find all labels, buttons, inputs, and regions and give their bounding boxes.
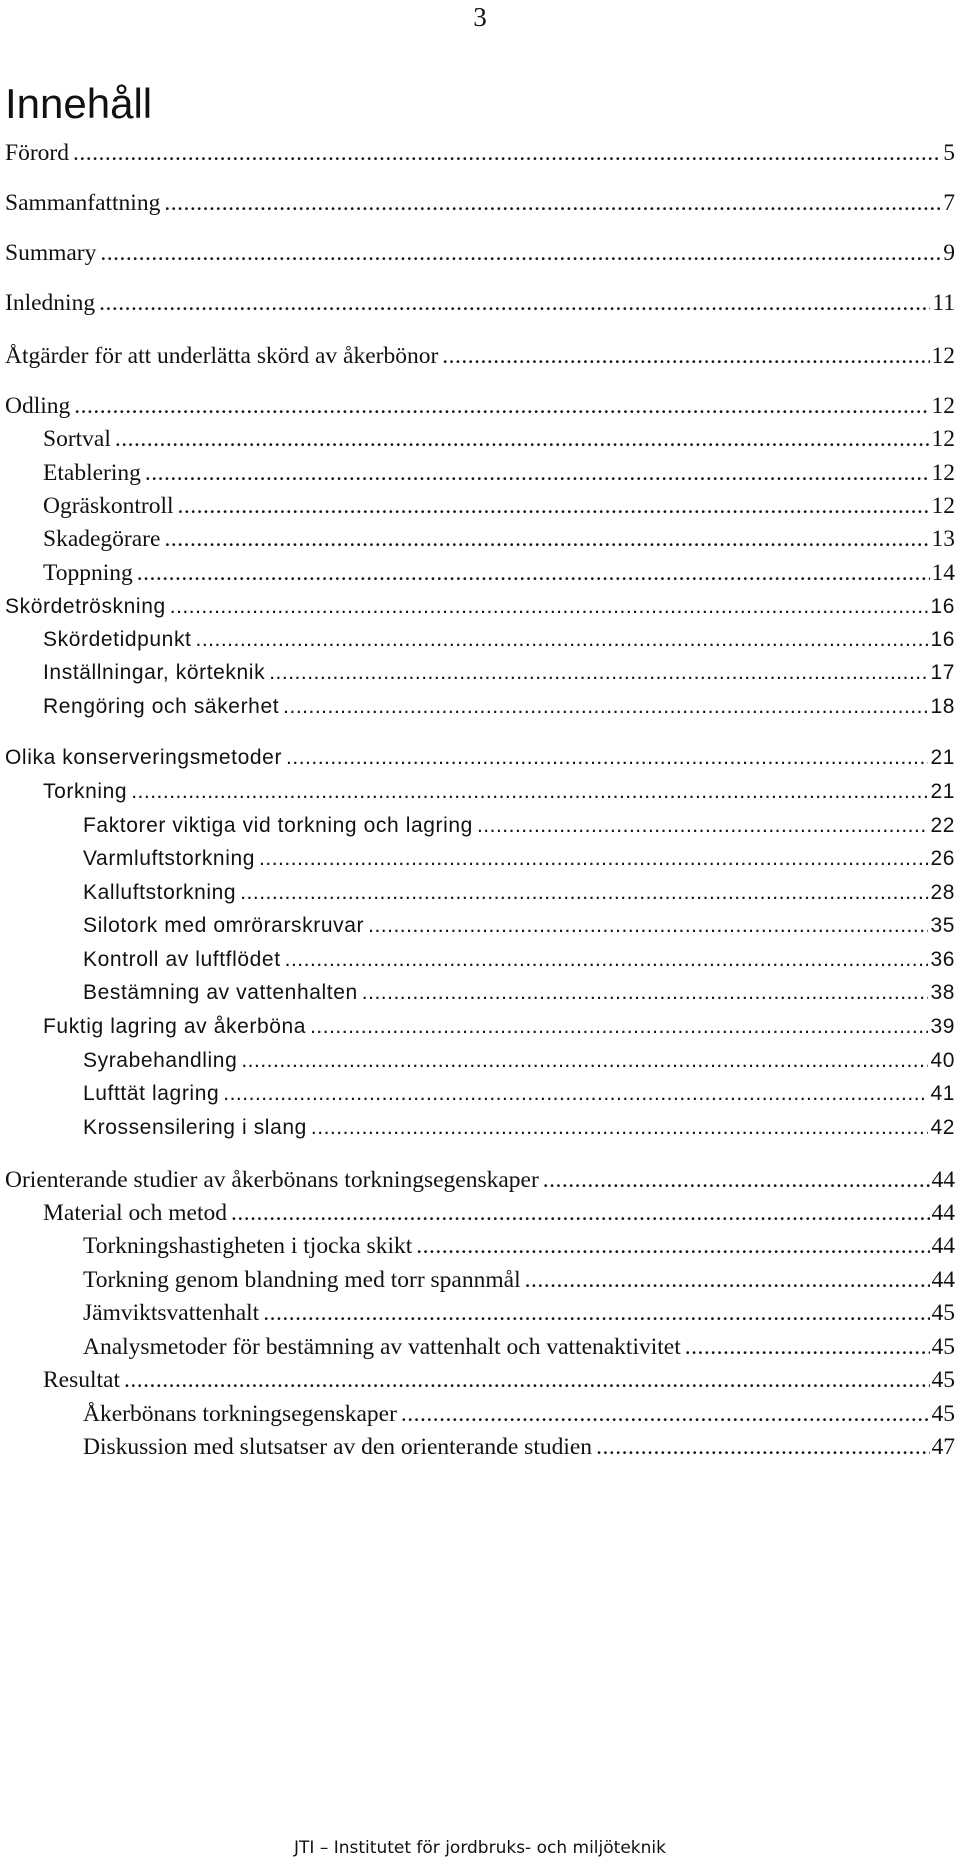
dot-leader xyxy=(285,943,929,977)
toc-entry[interactable] xyxy=(5,741,955,775)
toc-entry-page: 44 xyxy=(931,1200,955,1226)
toc-entry[interactable] xyxy=(83,1263,955,1297)
toc-entry-title: Inledning xyxy=(5,290,96,316)
toc-entry-page: 12 xyxy=(931,493,955,519)
toc-entry[interactable] xyxy=(83,976,955,1010)
toc-entry-title: Diskussion med slutsatser av den orienterande studien xyxy=(83,1434,593,1460)
toc-entry-title: Varmluftstorkning xyxy=(83,847,256,870)
toc-entry[interactable] xyxy=(5,1163,955,1197)
toc-entry[interactable] xyxy=(43,1010,955,1044)
toc-entry-title: Torkning xyxy=(43,780,128,803)
toc-entry[interactable] xyxy=(83,1111,955,1145)
toc-entry[interactable] xyxy=(43,623,955,657)
toc-entry-page: 16 xyxy=(930,595,955,618)
toc-entry[interactable] xyxy=(83,809,955,843)
dot-leader xyxy=(115,422,930,456)
dot-leader xyxy=(596,1430,929,1464)
toc-entry-page: 45 xyxy=(931,1334,955,1360)
toc-entry-title: Analysmetoder för bestämning av vattenhalt och vattenaktivitet xyxy=(83,1334,681,1360)
toc-entry-title: Silotork med omrörarskruvar xyxy=(83,914,365,937)
toc-entry[interactable] xyxy=(83,1044,955,1078)
toc-entry-page: 7 xyxy=(943,190,955,216)
toc-entry-page: 18 xyxy=(930,695,955,718)
toc-entry-page: 44 xyxy=(931,1233,955,1259)
toc-entry[interactable] xyxy=(43,522,955,556)
dot-leader xyxy=(310,1010,928,1044)
dot-leader xyxy=(311,1111,929,1145)
toc-entry-title: Syrabehandling xyxy=(83,1049,238,1072)
toc-entry-page: 45 xyxy=(931,1300,955,1326)
toc-entry[interactable] xyxy=(83,876,955,910)
toc-entry-title: Jämviktsvattenhalt xyxy=(83,1300,260,1326)
toc-entry-page: 47 xyxy=(931,1434,955,1460)
toc-entry-page: 38 xyxy=(930,981,955,1004)
toc-entry-title: Torkningshastigheten i tjocka skikt xyxy=(83,1233,413,1259)
dot-leader xyxy=(525,1263,930,1297)
dot-leader xyxy=(263,1296,929,1330)
dot-leader xyxy=(231,1196,929,1230)
dot-leader xyxy=(240,876,928,910)
toc-entry-page: 12 xyxy=(931,343,955,369)
toc-entry[interactable] xyxy=(43,656,955,690)
toc-entry-title: Lufttät lagring xyxy=(83,1082,220,1105)
toc-entry-page: 44 xyxy=(931,1267,955,1293)
toc-entry-page: 45 xyxy=(931,1401,955,1427)
toc-entry-page: 22 xyxy=(930,814,955,837)
toc-entry[interactable] xyxy=(83,1430,955,1464)
dot-leader xyxy=(259,842,928,876)
dot-leader xyxy=(477,809,929,843)
toc-entry[interactable] xyxy=(83,1077,955,1111)
toc-entry-title: Kalluftstorkning xyxy=(83,881,237,904)
toc-entry-page: 35 xyxy=(930,914,955,937)
dot-leader xyxy=(223,1077,928,1111)
toc-entry-title: Orienterande studier av åkerbönans torkningsegenskaper xyxy=(5,1167,539,1193)
toc-entry[interactable] xyxy=(5,236,955,270)
dot-leader xyxy=(283,690,928,724)
toc-entry-title: Skördetidpunkt xyxy=(43,628,192,651)
toc-entry[interactable] xyxy=(83,943,955,977)
dot-leader xyxy=(401,1397,930,1431)
toc-entry-page: 44 xyxy=(931,1167,955,1193)
page-number: 3 xyxy=(473,2,487,32)
toc-entry-title: Krossensilering i slang xyxy=(83,1116,307,1139)
dot-leader xyxy=(286,741,928,775)
toc-entry-title: Skördetröskning xyxy=(5,595,166,618)
toc-entry-title: Rengöring och säkerhet xyxy=(43,695,280,718)
toc-entry-title: Inställningar, körteknik xyxy=(43,661,266,684)
toc-entry-title: Resultat xyxy=(43,1367,121,1393)
dot-leader xyxy=(170,590,929,624)
toc-entry-title: Material och metod xyxy=(43,1200,228,1226)
toc-entry-page: 17 xyxy=(930,661,955,684)
dot-leader xyxy=(362,976,929,1010)
toc-entry-page: 12 xyxy=(931,426,955,452)
dot-leader xyxy=(368,909,928,943)
toc-entry-page: 13 xyxy=(931,526,955,552)
toc-entry[interactable] xyxy=(83,909,955,943)
toc-entry-page: 41 xyxy=(930,1082,955,1105)
toc-entry[interactable] xyxy=(43,456,955,490)
dot-leader xyxy=(416,1229,929,1263)
page-footer: JTI – Institutet för jordbruks- och miljöteknik xyxy=(294,1838,666,1858)
dot-leader xyxy=(269,656,928,690)
dot-leader xyxy=(241,1044,928,1078)
toc-entry[interactable] xyxy=(83,1296,955,1330)
toc-entry-title: Sortval xyxy=(43,426,111,452)
toc-entry-title: Toppning xyxy=(43,560,133,586)
toc-entry[interactable] xyxy=(5,389,955,423)
toc-entry-title: Etablering xyxy=(43,460,141,486)
dot-leader xyxy=(100,236,941,270)
toc-entry-page: 39 xyxy=(930,1015,955,1038)
toc-entry-title: Åtgärder för att underlätta skörd av åkerbönor xyxy=(5,343,439,369)
dot-leader xyxy=(543,1163,930,1197)
dot-leader xyxy=(196,623,929,657)
dot-leader xyxy=(124,1363,929,1397)
dot-leader xyxy=(145,456,930,490)
toc-entry-title: Faktorer viktiga vid torkning och lagring xyxy=(83,814,473,837)
toc-entry[interactable] xyxy=(83,1397,955,1431)
dot-leader xyxy=(73,136,941,170)
toc-entry[interactable] xyxy=(83,842,955,876)
toc-entry[interactable] xyxy=(5,590,955,624)
toc-entry[interactable] xyxy=(43,775,955,809)
dot-leader xyxy=(685,1330,930,1364)
toc-entry[interactable] xyxy=(5,339,955,373)
toc-entry[interactable] xyxy=(5,136,955,170)
dot-leader xyxy=(164,186,941,220)
toc-entry-title: Odling xyxy=(5,393,71,419)
dot-leader xyxy=(442,339,929,373)
toc-entry-title: Kontroll av luftflödet xyxy=(83,948,281,971)
toc-entry-page: 36 xyxy=(930,948,955,971)
toc-entry-title: Fuktig lagring av åkerböna xyxy=(43,1015,307,1038)
toc-entry-title: Torkning genom blandning med torr spannmål xyxy=(83,1267,521,1293)
toc-entry[interactable] xyxy=(43,556,955,590)
toc-entry-page: 9 xyxy=(943,240,955,266)
dot-leader xyxy=(178,489,930,523)
toc-entry-page: 45 xyxy=(931,1367,955,1393)
toc-entry-title: Ogräskontroll xyxy=(43,493,174,519)
toc-entry-title: Bestämning av vattenhalten xyxy=(83,981,358,1004)
toc-entry[interactable] xyxy=(5,186,955,220)
toc-entry-title: Summary xyxy=(5,240,97,266)
page-title: Innehåll xyxy=(5,80,153,127)
toc-entry-title: Skadegörare xyxy=(43,526,161,552)
dot-leader xyxy=(99,286,930,320)
toc-entry[interactable] xyxy=(43,489,955,523)
toc-entry-page: 12 xyxy=(931,393,955,419)
toc-entry[interactable] xyxy=(43,690,955,724)
toc-entry-title: Sammanfattning xyxy=(5,190,161,216)
dot-leader xyxy=(164,522,929,556)
toc-entry-page: 16 xyxy=(930,628,955,651)
dot-leader xyxy=(131,775,928,809)
toc-entry-page: 11 xyxy=(932,290,955,316)
toc-entry-page: 5 xyxy=(943,140,955,166)
toc-entry-page: 21 xyxy=(930,780,955,803)
dot-leader xyxy=(74,389,929,423)
toc-entry[interactable] xyxy=(43,422,955,456)
toc-entry-page: 26 xyxy=(930,847,955,870)
toc-entry-title: Förord xyxy=(5,140,69,166)
toc-entry-page: 40 xyxy=(930,1049,955,1072)
toc-entry-page: 14 xyxy=(931,560,955,586)
toc-entry-page: 28 xyxy=(930,881,955,904)
toc-entry-title: Åkerbönans torkningsegenskaper xyxy=(83,1401,397,1427)
toc-entry[interactable] xyxy=(43,1196,955,1230)
dot-leader xyxy=(137,556,930,590)
toc-entry-page: 42 xyxy=(930,1116,955,1139)
toc-entry-title: Olika konserveringsmetoder xyxy=(5,746,283,769)
toc-entry[interactable] xyxy=(43,1363,955,1397)
toc-entry[interactable] xyxy=(83,1229,955,1263)
toc-entry[interactable] xyxy=(83,1330,955,1364)
toc-entry-page: 21 xyxy=(930,746,955,769)
toc-entry[interactable] xyxy=(5,286,955,320)
toc-entry-page: 12 xyxy=(931,460,955,486)
